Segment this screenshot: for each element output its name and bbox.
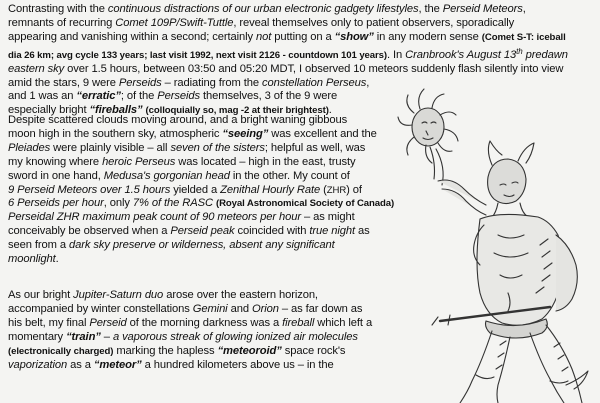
- text-run: moonlight: [8, 253, 56, 266]
- text-run: 7% of the RASC: [132, 197, 213, 210]
- text-line: [8, 289, 394, 303]
- text-line: [8, 3, 593, 17]
- text-run: seen from a: [8, 239, 69, 252]
- text-line: [8, 317, 394, 331]
- text-run: th: [516, 46, 523, 56]
- text-run: marking the hapless: [113, 344, 218, 357]
- text-line: [8, 45, 593, 63]
- text-line: [8, 128, 593, 142]
- text-run: putting on a: [271, 30, 335, 43]
- text-run: “train”: [66, 330, 101, 343]
- text-run: ) of: [346, 183, 362, 196]
- text-run: constellation Perseus: [262, 76, 367, 89]
- text-run: conceivably be observed when a: [8, 225, 171, 238]
- text-run: as: [355, 225, 370, 238]
- text-run: –: [100, 330, 113, 343]
- text-run: as a: [67, 358, 94, 371]
- text-run: Gemini: [192, 302, 228, 315]
- text-run: and 1 was an: [8, 90, 77, 103]
- text-run: , the: [418, 3, 443, 15]
- text-run: Medusa's gorgonian head: [103, 169, 230, 182]
- text-run: Comet 109P/Swift-Tuttle: [115, 16, 234, 29]
- text-run: (colloquially so, mag -2 at their brightest): [145, 105, 329, 117]
- paragraph-observation-intro: [8, 3, 593, 118]
- text-run: over 1.5 hours, between 03:50 and 05:20 MDT, I observed 10 meteors suddenly flash silently into view: [64, 62, 564, 75]
- text-run: .: [55, 253, 59, 266]
- text-run: “seeing”: [222, 127, 269, 140]
- text-line: [8, 31, 593, 45]
- text-run: .: [328, 104, 332, 117]
- text-run: (Royal Astronomical Society of Canada): [215, 198, 395, 210]
- text-run: eastern sky: [8, 62, 65, 75]
- text-run: especially bright: [8, 104, 90, 117]
- text-run: 6 Perseids per hour: [8, 197, 104, 210]
- text-run: remnants of recurring: [8, 16, 116, 29]
- text-run: a hundred kilometers above us – in the: [141, 358, 334, 371]
- text-run: a vaporous streak of glowing ionized air molecules: [112, 330, 358, 343]
- text-line: [8, 197, 593, 211]
- text-line: [8, 331, 394, 345]
- text-run: continuous distractions of our urban electronic gadgety lifestyles: [107, 3, 419, 15]
- text-run: appearing and vanishing within a second; certainly: [8, 30, 257, 43]
- text-run: , reveal themselves only to patient observers, sporadically: [233, 16, 515, 29]
- paragraph-observing-conditions: [8, 114, 593, 267]
- text-line: [8, 17, 593, 31]
- text-run: (Comet S-T: iceball: [481, 31, 566, 43]
- text-line: [8, 114, 593, 128]
- text-line: [8, 239, 593, 253]
- text-run: his belt, my final: [8, 316, 90, 329]
- text-run: , only: [103, 197, 133, 210]
- text-line: [8, 184, 593, 198]
- text-line: [8, 345, 394, 359]
- text-run: moon high in the southern sky, atmospheric: [8, 127, 223, 140]
- text-run: – as far down as: [278, 302, 363, 315]
- text-run: – as might: [300, 211, 355, 224]
- text-run: – radiating from the: [161, 76, 263, 89]
- text-run: in the other. My count of: [229, 169, 350, 182]
- text-run: predawn: [522, 48, 568, 61]
- text-run: momentary: [8, 330, 67, 343]
- text-run: ; of the: [120, 90, 158, 103]
- text-run: Orion: [251, 302, 279, 315]
- text-run: Jupiter-Saturn duo: [73, 289, 164, 301]
- text-run: As our bright: [8, 289, 74, 301]
- text-run: ZHR: [326, 184, 347, 196]
- text-run: true night: [309, 225, 355, 238]
- text-run: 9 Perseid Meteors over 1.5 hours: [8, 183, 171, 196]
- text-run: amid the stars, 9 were: [8, 76, 119, 89]
- text-run: fireball: [282, 316, 315, 329]
- paragraph-final-fireball: [8, 289, 394, 372]
- text-line: [8, 156, 593, 170]
- text-line: [8, 63, 593, 77]
- text-line: [8, 359, 394, 373]
- text-run: Cranbrook's August 13: [405, 48, 517, 61]
- text-run: Contrasting with the: [8, 3, 108, 15]
- text-run: sword in one hand,: [8, 169, 104, 182]
- text-run: my knowing where: [8, 155, 103, 168]
- text-run: “erratic”: [76, 90, 121, 103]
- text-run: “meteoroid”: [217, 344, 282, 357]
- text-run: themselves, 3 of the 9 were: [200, 90, 338, 103]
- text-line: [8, 90, 593, 104]
- text-run: Perseids: [118, 76, 162, 89]
- text-run: heroic Perseus: [102, 155, 176, 168]
- text-run: Perseid Meteors: [442, 3, 523, 15]
- text-run: were plainly visible – all: [50, 141, 171, 154]
- text-run: (: [320, 183, 327, 196]
- text-run: accompanied by winter constellations: [8, 302, 193, 315]
- text-run: Perseidal ZHR maximum peak count of 90 meteors per hour: [8, 211, 301, 224]
- text-run: in any modern sense: [373, 30, 482, 43]
- text-run: ; helpful as well, was: [264, 141, 366, 154]
- text-run: which left a: [314, 316, 373, 329]
- text-line: [8, 142, 593, 156]
- text-run: “meteor”: [93, 358, 142, 371]
- text-run: Perseids: [157, 90, 201, 103]
- text-run: ,: [366, 76, 370, 89]
- text-line: [8, 170, 593, 184]
- text-line: [8, 77, 593, 91]
- text-run: dark sky preserve or wilderness, absent any significant: [68, 239, 335, 252]
- text-run: Despite scattered clouds moving around, and a bright waning gibbous: [8, 114, 348, 126]
- text-run: and: [227, 302, 252, 315]
- text-run: vaporization: [8, 358, 68, 371]
- text-run: coincided with: [234, 225, 310, 238]
- text-run: “show”: [334, 30, 374, 43]
- text-line: [8, 211, 593, 225]
- text-run: yielded a: [170, 183, 221, 196]
- text-run: Pleiades: [8, 141, 51, 154]
- text-run: (electronically charged): [8, 345, 114, 357]
- text-run: not: [256, 30, 272, 43]
- text-run: Perseid peak: [170, 225, 235, 238]
- text-run: arose over the eastern horizon,: [163, 289, 318, 301]
- text-run: Perseid: [89, 316, 127, 329]
- text-line: [8, 303, 394, 317]
- text-run: was located – high in the east, trusty: [175, 155, 356, 168]
- text-run: dia 26 km; avg cycle 133 years; last visit 1992, next visit 2126 - countdown 101 years): [8, 49, 387, 61]
- text-run: ,: [522, 3, 526, 15]
- text-line: [8, 225, 593, 239]
- text-run: space rock's: [281, 344, 346, 357]
- text-run: of the morning darkness was a: [126, 316, 283, 329]
- text-run: was excellent and the: [268, 127, 377, 140]
- text-run: Zenithal Hourly Rate: [220, 183, 321, 196]
- text-line: [8, 253, 593, 267]
- text-run: “fireballs”: [89, 104, 143, 117]
- text-run: seven of the sisters: [170, 141, 265, 154]
- text-run: . In: [387, 48, 406, 61]
